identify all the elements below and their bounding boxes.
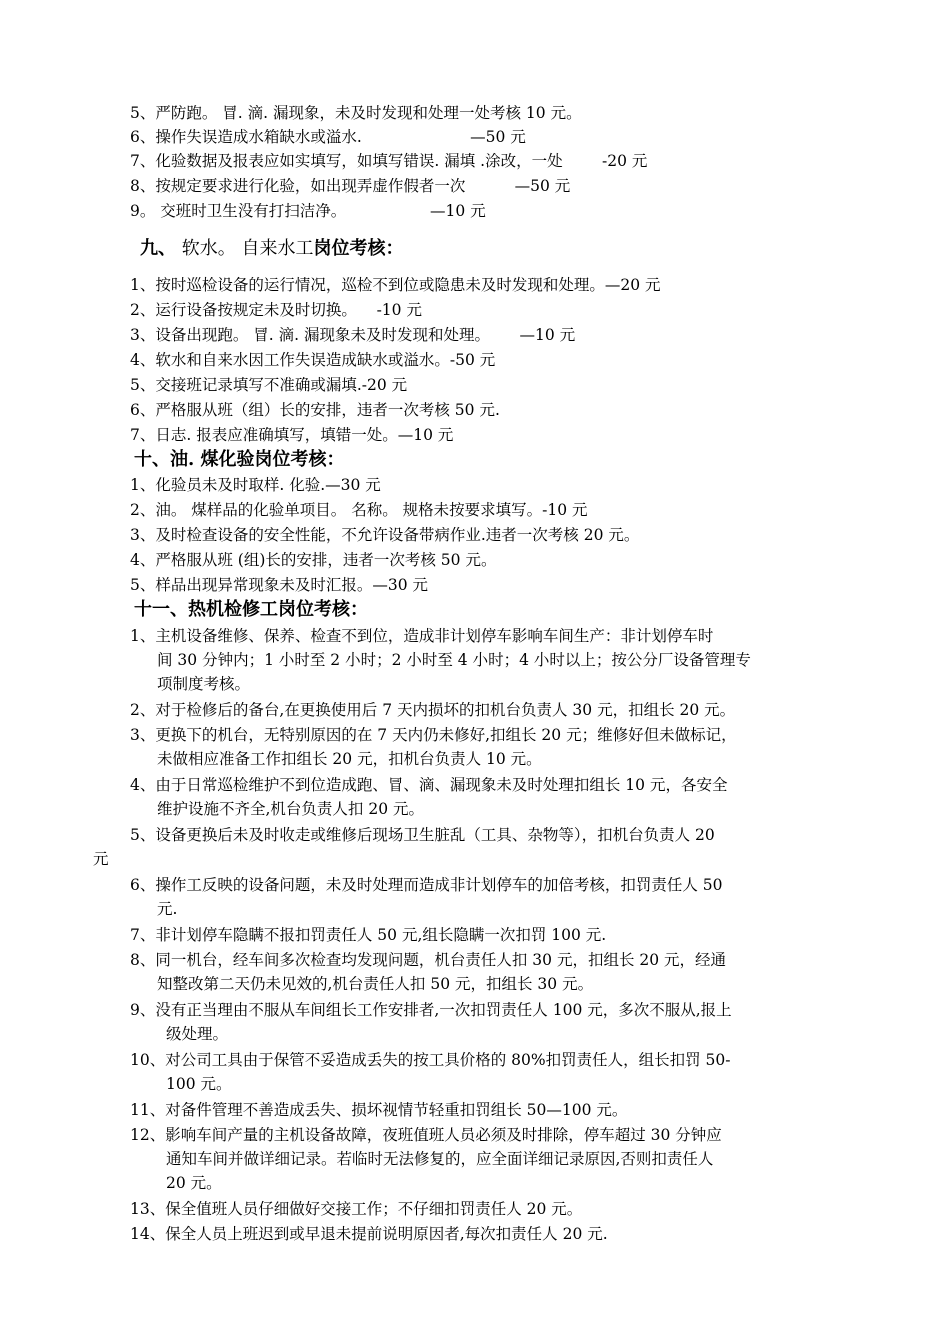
rule-item: 6、严格服从班（组）长的安排，违者一次考核 50 元. <box>130 401 500 419</box>
rule-item: 8、同一机台，经车间多次检查均发现问题，机台责任人扣 30 元，扣组长 20 元，经通 <box>130 951 727 969</box>
section-heading: 十、油. 煤化验岗位考核： <box>134 449 345 470</box>
rule-item: 6、操作失误造成水箱缺水或溢水. —50 元 <box>130 128 526 146</box>
rule-item: 1、主机设备维修、保养、检查不到位，造成非计划停车影响车间生产：非计划停车时 <box>130 627 714 645</box>
rule-item: 14、保全人员上班迟到或早退未提前说明原因者,每次扣责任人 20 元. <box>130 1225 608 1243</box>
rule-item: 3、及时检查设备的安全性能，不允许设备带病作业.违者一次考核 20 元。 <box>130 526 640 544</box>
rule-item: 2、对于检修后的备台,在更换使用后 7 天内损坏的扣机台负责人 30 元，扣组长 20 元。 <box>130 701 736 719</box>
rule-item: 4、严格服从班 (组)长的安排，违者一次考核 50 元。 <box>130 551 497 569</box>
rule-item: 3、更换下的机台，无特别原因的在 7 天内仍未修好,扣组长 20 元；维修好但未做标记， <box>130 726 737 744</box>
rule-item-cont: 间 30 分钟内；1 小时至 2 小时；2 小时至 4 小时；4 小时以上；按公分厂设备管理专 <box>157 651 751 669</box>
rule-item-cont: 元. <box>157 900 178 918</box>
rule-item: 5、设备更换后未及时收走或维修后现场卫生脏乱（工具、杂物等），扣机台负责人 20 <box>130 826 715 844</box>
rule-item: 4、软水和自来水因工作失误造成缺水或溢水。-50 元 <box>130 351 496 369</box>
rule-item-cont: 知整改第二天仍未见效的,机台责任人扣 50 元，扣组长 30 元。 <box>157 975 594 993</box>
rule-item-cont: 未做相应准备工作扣组长 20 元，扣机台负责人 10 元。 <box>157 750 542 768</box>
rule-item: 5、样品出现异常现象未及时汇报。—30 元 <box>130 576 429 594</box>
rule-item: 11、对备件管理不善造成丢失、损坏视情节轻重扣罚组长 50—100 元。 <box>130 1101 628 1119</box>
rule-item: 7、日志. 报表应准确填写，填错一处。—10 元 <box>130 426 454 444</box>
rule-item: 9。 交班时卫生没有打扫洁净。 —10 元 <box>130 202 486 220</box>
rule-item: 5、严防跑。 冒. 滴. 漏现象，未及时发现和处理一处考核 10 元。 <box>130 104 582 122</box>
rule-item-cont: 100 元。 <box>166 1075 232 1093</box>
rule-item: 2、运行设备按规定未及时切换。 -10 元 <box>130 301 422 319</box>
rule-item: 7、非计划停车隐瞒不报扣罚责任人 50 元,组长隐瞒一次扣罚 100 元. <box>130 926 607 944</box>
rule-item: 10、对公司工具由于保管不妥造成丢失的按工具价格的 80%扣罚责任人，组长扣罚 50- <box>130 1051 731 1069</box>
section-title-bold: 岗位考核： <box>313 238 404 259</box>
rule-item-cont: 维护设施不齐全,机台负责人扣 20 元。 <box>157 800 425 818</box>
rule-item: 9、没有正当理由不服从车间组长工作安排者,一次扣罚责任人 100 元，多次不服从,报上 <box>130 1001 732 1019</box>
rule-item-cont: 项制度考核。 <box>157 675 251 693</box>
rule-item: 4、由于日常巡检维护不到位造成跑、冒、滴、漏现象未及时处理扣组长 10 元，各安全 <box>130 776 728 794</box>
rule-item-cont: 通知车间并做详细记录。若临时无法修复的，应全面详细记录原因,否则扣责任人 <box>166 1150 714 1168</box>
section-title-light: 软水。 自来水工 <box>176 238 314 259</box>
rule-item: 6、操作工反映的设备问题，未及时处理而造成非计划停车的加倍考核，扣罚责任人 50 <box>130 876 723 894</box>
rule-item: 3、设备出现跑。 冒. 滴. 漏现象未及时发现和处理。 —10 元 <box>130 326 576 344</box>
section-heading: 十一、热机检修工岗位考核： <box>134 599 368 620</box>
rule-item: 2、油。 煤样品的化验单项目。 名称。 规格未按要求填写。-10 元 <box>130 501 588 519</box>
rule-item: 7、化验数据及报表应如实填写，如填写错误. 漏填 .涂改，一处 -20 元 <box>130 152 648 170</box>
rule-item: 1、按时巡检设备的运行情况，巡检不到位或隐患未及时发现和处理。—20 元 <box>130 276 661 294</box>
section-number: 九、 <box>140 238 176 259</box>
rule-item: 5、交接班记录填写不准确或漏填.-20 元 <box>130 376 408 394</box>
rule-item: 8、按规定要求进行化验，如出现弄虚作假者一次 —50 元 <box>130 177 571 195</box>
rule-item-cont: 元 <box>93 850 109 868</box>
section-heading <box>140 236 403 262</box>
rule-item: 13、保全值班人员仔细做好交接工作；不仔细扣罚责任人 20 元。 <box>130 1200 583 1218</box>
rule-item: 12、影响车间产量的主机设备故障，夜班值班人员必须及时排除，停车超过 30 分钟应 <box>130 1126 722 1144</box>
rule-item-cont: 20 元。 <box>166 1174 222 1192</box>
rule-item: 1、化验员未及时取样. 化验.—30 元 <box>130 476 381 494</box>
rule-item-cont: 级处理。 <box>166 1025 229 1043</box>
